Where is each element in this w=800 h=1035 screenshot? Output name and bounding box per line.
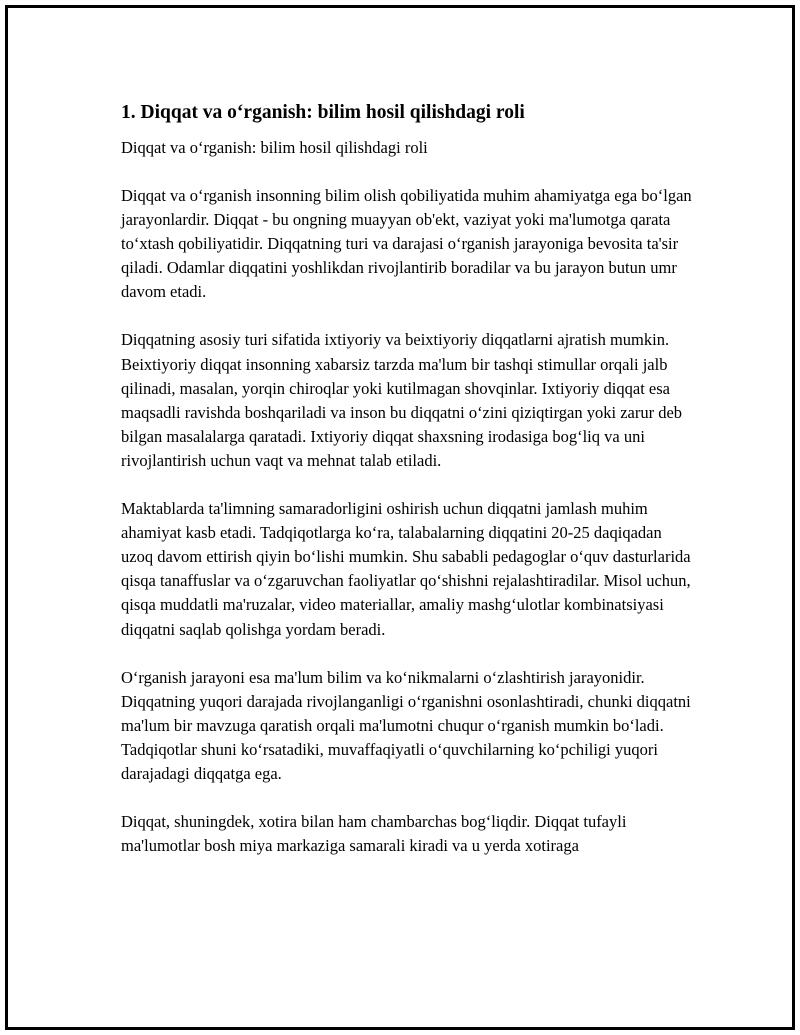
paragraph-5: Diqqat, shuningdek, xotira bilan ham chambarchas bog‘liqdir. Diqqat tufayli ma'lumotlar bosh miya markaziga samarali kiradi va u yerda xotiraga	[121, 812, 627, 856]
paragraph-1: Diqqat va o‘rganish insonning bilim olish qobiliyatida muhim ahamiyatga ega bo‘lgan jarayonlardir. Diqqat - bu ongning muayyan ob'ekt, vaziyat yoki ma'lumotga qarata to‘xtash qobiliyatidir. Diqqatning turi va darajasi o‘rganish jarayoniga bevosita ta'sir qiladi. Odamlar diqqatini yoshlikdan rivojlantirib boradilar va bu jarayon butun umr davom etadi.	[121, 186, 692, 302]
page-frame	[5, 5, 795, 1030]
document-subtitle: Diqqat va o‘rganish: bilim hosil qilishdagi roli	[121, 138, 428, 157]
paragraph-3: Maktablarda ta'limning samaradorligini oshirish uchun diqqatni jamlash muhim ahamiyat kasb etadi. Tadqiqotlarga ko‘ra, talabalarning diqqatini 20-25 daqiqadan uzoq davom ettirish qiyin bo‘lishi mumkin. Shu sababli pedagoglar o‘quv dasturlarida qisqa tanaffuslar va o‘zgaruvchan faoliyatlar qo‘shishni rejalashtiradilar. Misol uchun, qisqa muddatli ma'ruzalar, video materiallar, amaliy mashg‘ulotlar kombinatsiyasi diqqatni saqlab qolishga yordam beradi.	[121, 499, 691, 639]
paragraph-4: O‘rganish jarayoni esa ma'lum bilim va ko‘nikmalarni o‘zlashtirish jarayonidir. Diqqatning yuqori darajada rivojlanganligi o‘rganishni osonlashtiradi, chunki diqqatni ma'lum bir mavzuga qaratish orqali ma'lumotni chuqur o‘rganish mumkin bo‘ladi. Tadqiqotlar shuni ko‘rsatadiki, muvaffaqiyatli o‘quvchilarning ko‘pchiligi yuqori darajadagi diqqatga ega.	[121, 667, 691, 783]
document-heading: 1. Diqqat va o‘rganish: bilim hosil qilishdagi roli	[121, 102, 525, 123]
paragraph-2: Diqqatning asosiy turi sifatida ixtiyoriy va beixtiyoriy diqqatlarni ajratish mumkin. Beixtiyoriy diqqat insonning xabarsiz tarzda ma'lum bir tashqi stimullar orqali jalb qilinadi, masalan, yorqin chiroqlar yoki kutilmagan shovqinlar. Ixtiyoriy diqqat esa maqsadli ravishda boshqariladi va inson bu diqqatni o‘zini qiziqtirgan yoki zarur deb bilgan masalalarga qaratadi. Ixtiyoriy diqqat shaxsning irodasiga bog‘liq va uni rivojlantirish uchun vaqt va mehnat talab etiladi.	[121, 330, 683, 470]
document-body	[121, 99, 696, 882]
